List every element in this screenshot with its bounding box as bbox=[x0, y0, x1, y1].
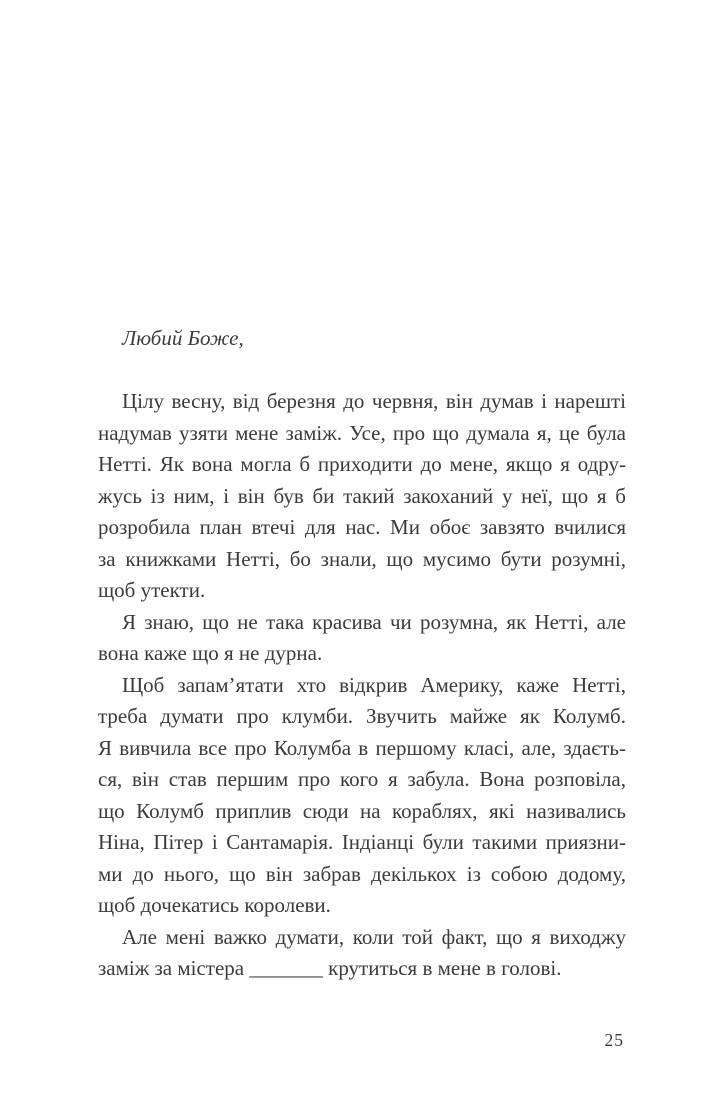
text-line: Нетті. Як вона могла б приходити до мене, якщо я одру- bbox=[98, 452, 626, 476]
text-line: Я вивчила все про Колумба в першому класі, але, здаєть- bbox=[98, 735, 626, 760]
page-number: 25 bbox=[604, 1030, 624, 1050]
text-line: щоб дочекатись королеви. bbox=[98, 893, 331, 917]
text-line: ся, він став першим про кого я забула. Вона розповіла, bbox=[98, 767, 626, 791]
text-line: надумав узяти мене заміж. Усе, про що думала я, це була bbox=[98, 420, 626, 445]
text-line: заміж за містера _______ крутиться в мене в голові. bbox=[98, 956, 562, 980]
letter-text-block bbox=[98, 323, 626, 985]
paragraph-1 bbox=[98, 386, 626, 607]
text-line: Я знаю, що не така красива чи розумна, як Нетті, але bbox=[122, 609, 626, 634]
text-line: Цілу весну, від березня до червня, він думав і нарешті bbox=[122, 389, 626, 413]
text-line: Але мені важко думати, коли той факт, що я виходжу bbox=[122, 924, 626, 949]
letter-salutation: Любий Боже, bbox=[122, 326, 244, 350]
text-line: Ніна, Пітер і Сантамарія. Індіанці були такими приязни- bbox=[98, 830, 626, 854]
text-line: за книжками Нетті, бо знали, що мусимо бути розумні, bbox=[98, 546, 626, 571]
text-line: Щоб запам’ятати хто відкрив Америку, каже Нетті, bbox=[122, 672, 626, 697]
text-line: жусь із ним, і він був би такий закоханий у неї, що я б bbox=[98, 483, 626, 508]
paragraph-2 bbox=[98, 607, 626, 670]
text-line: вона каже що я не дурна. bbox=[98, 641, 323, 665]
text-line: що Колумб приплив сюди на кораблях, які називались bbox=[98, 798, 626, 823]
text-line: ми до нього, що він забрав декількох із собою додому, bbox=[98, 861, 626, 886]
paragraph-4 bbox=[98, 922, 626, 985]
salutation-gap bbox=[98, 355, 626, 387]
text-line: розробила план втечі для нас. Ми обоє завзято вчилися bbox=[98, 515, 626, 539]
paragraph-3 bbox=[98, 670, 626, 922]
text-line: щоб утекти. bbox=[98, 578, 206, 602]
text-line: треба думати про клумби. Звучить майже як Колумб. bbox=[98, 704, 626, 728]
